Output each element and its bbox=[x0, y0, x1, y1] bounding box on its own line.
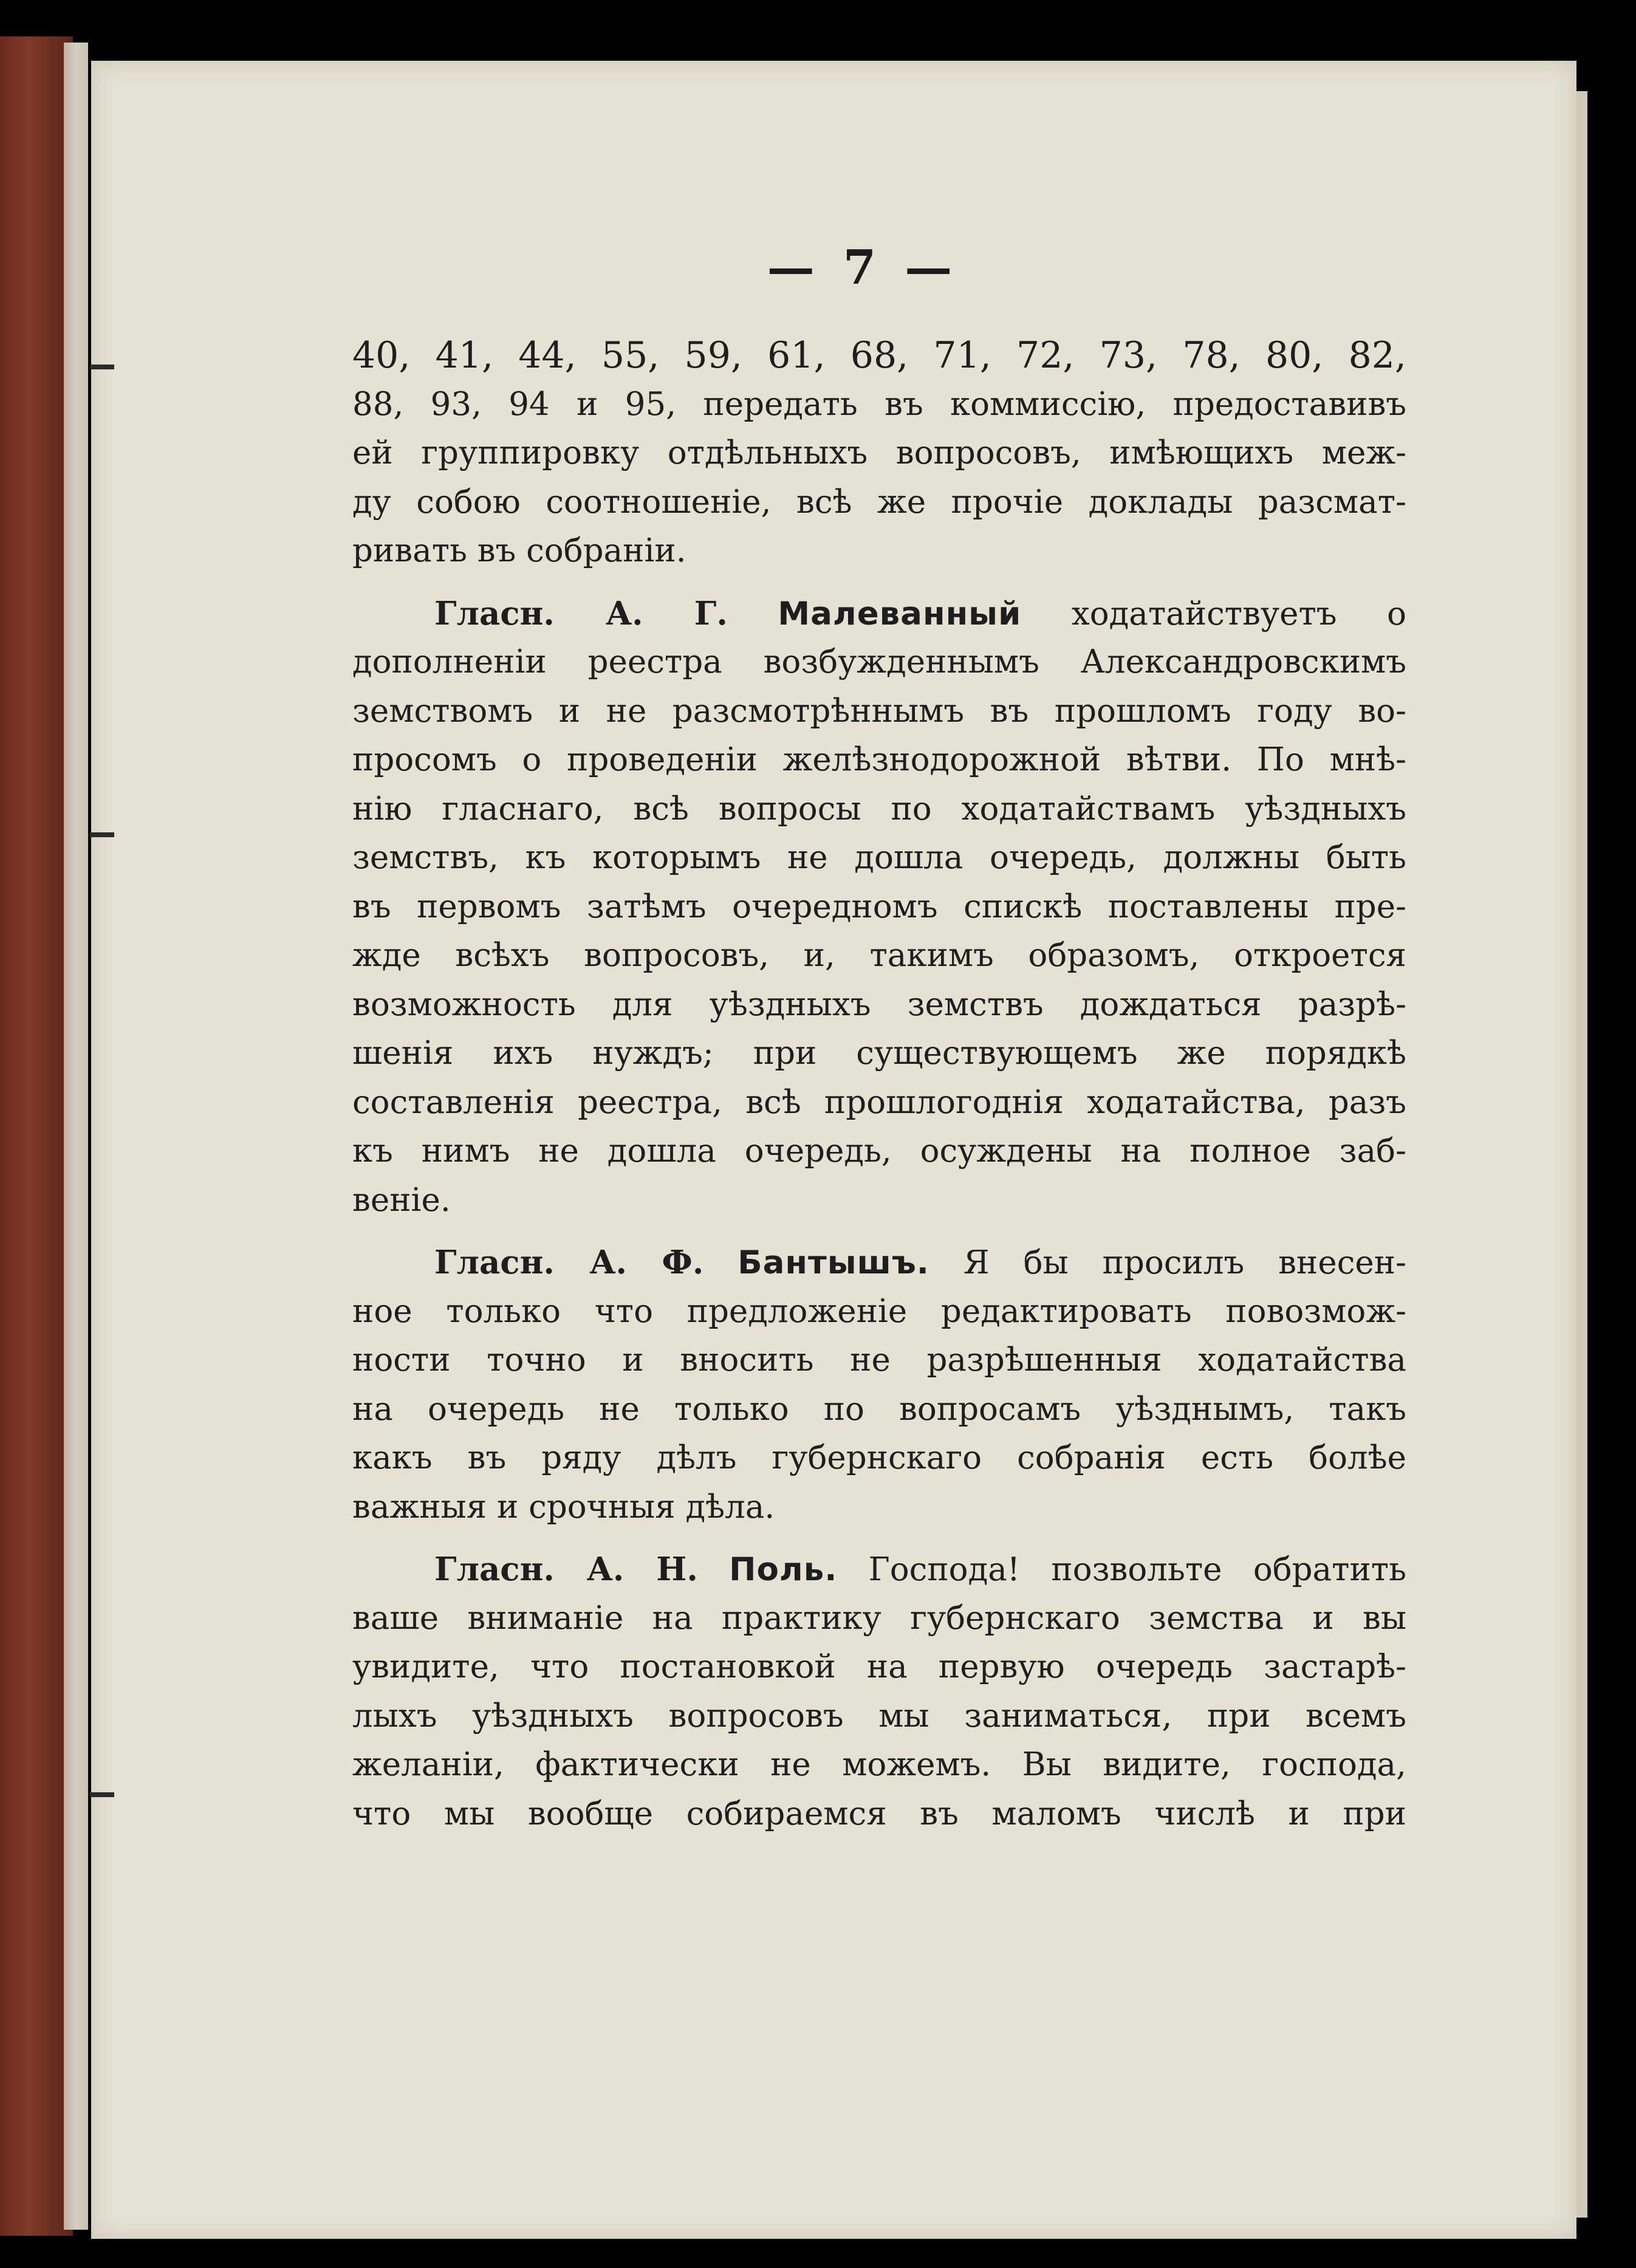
text-line: ваше вниманіе на практику губернскаго земства и вы bbox=[352, 1599, 1406, 1637]
speech-text: ходатайствуетъ о bbox=[1071, 595, 1406, 632]
text-line: важныя и срочныя дѣла. bbox=[352, 1488, 775, 1526]
body-text bbox=[352, 331, 1406, 1838]
text-line: лыхъ уѣздныхъ вопросовъ мы заниматься, при всемъ bbox=[352, 1697, 1406, 1735]
speech-text: Я бы просилъ внесен- bbox=[963, 1244, 1406, 1281]
text-line: возможность для уѣздныхъ земствъ дождаться разрѣ- bbox=[352, 985, 1406, 1023]
binding-mark bbox=[90, 832, 114, 837]
text-line: земствомъ и не разсмотрѣннымъ въ прошломъ году во- bbox=[352, 692, 1406, 730]
text-line: веніе. bbox=[352, 1181, 451, 1219]
speaker-name: Поль. bbox=[729, 1551, 838, 1588]
text-line: составленія реестра, всѣ прошлогоднія ходатайства, разъ bbox=[352, 1083, 1406, 1121]
text-line: нію гласнаго, всѣ вопросы по ходатайствамъ уѣздныхъ bbox=[352, 790, 1406, 827]
speaker-line bbox=[352, 1545, 1406, 1594]
speaker-prefix: Гласн. А. Ф. bbox=[434, 1244, 704, 1281]
binding-mark bbox=[90, 365, 114, 369]
text-line: 88, 93, 94 и 95, передать въ коммиссію, предоставивъ bbox=[352, 385, 1406, 423]
speaker-prefix: Гласн. А. Г. bbox=[434, 594, 728, 632]
text-line: земствъ, къ которымъ не дошла очередь, должны быть bbox=[352, 839, 1406, 876]
book-cover-spine bbox=[0, 36, 73, 2236]
speaker-prefix: Гласн. А. Н. bbox=[434, 1550, 698, 1588]
text-line: что мы вообще собираемся въ маломъ числѣ и при bbox=[352, 1795, 1406, 1832]
text-line: какъ въ ряду дѣлъ губернскаго собранія есть болѣе bbox=[352, 1439, 1406, 1476]
text-line: просомъ о проведеніи желѣзнодорожной вѣтви. По мнѣ- bbox=[352, 741, 1406, 778]
speech-text: Господа! позвольте обратить bbox=[868, 1551, 1406, 1588]
speaker-line bbox=[352, 1238, 1406, 1287]
speaker-name: Бантышъ. bbox=[738, 1244, 929, 1281]
text-line: ду собою соотношеніе, всѣ же прочіе доклады разсмат- bbox=[352, 483, 1406, 521]
text-line: къ нимъ не дошла очередь, осуждены на полное заб- bbox=[352, 1132, 1406, 1170]
text-line: ривать въ собраніи. bbox=[352, 532, 686, 569]
page-number: — 7 — bbox=[767, 240, 959, 295]
text-line: ное только что предложеніе редактировать повозмож- bbox=[352, 1292, 1406, 1330]
speaker-line bbox=[352, 589, 1406, 639]
speaker-name: Малеванный bbox=[778, 595, 1022, 632]
text-line: увидите, что постановкой на первую очередь застарѣ- bbox=[352, 1648, 1406, 1685]
page-edge bbox=[1576, 91, 1587, 2218]
text-line: на очередь не только по вопросамъ уѣзднымъ, такъ bbox=[352, 1390, 1406, 1428]
text-line: ности точно и вносить не разрѣшенныя ходатайства bbox=[352, 1341, 1406, 1379]
text-line: ей группировку отдѣльныхъ вопросовъ, имѣющихъ меж- bbox=[352, 434, 1406, 471]
text-line: желаніи, фактически не можемъ. Вы видите, господа, bbox=[352, 1746, 1406, 1783]
binding-mark bbox=[90, 1792, 114, 1797]
page-gutter bbox=[64, 43, 88, 2230]
text-line: шенія ихъ нуждъ; при существующемъ же порядкѣ bbox=[352, 1035, 1406, 1072]
text-line: дополненіи реестра возбужденнымъ Александровскимъ bbox=[352, 643, 1406, 680]
text-line: въ первомъ затѣмъ очередномъ спискѣ поставлены пре- bbox=[352, 888, 1406, 925]
text-line: жде всѣхъ вопросовъ, и, такимъ образомъ, откроется bbox=[352, 937, 1406, 974]
text-line: 40, 41, 44, 55, 59, 61, 68, 71, 72, 73, 78, 80, 82, bbox=[352, 334, 1406, 377]
